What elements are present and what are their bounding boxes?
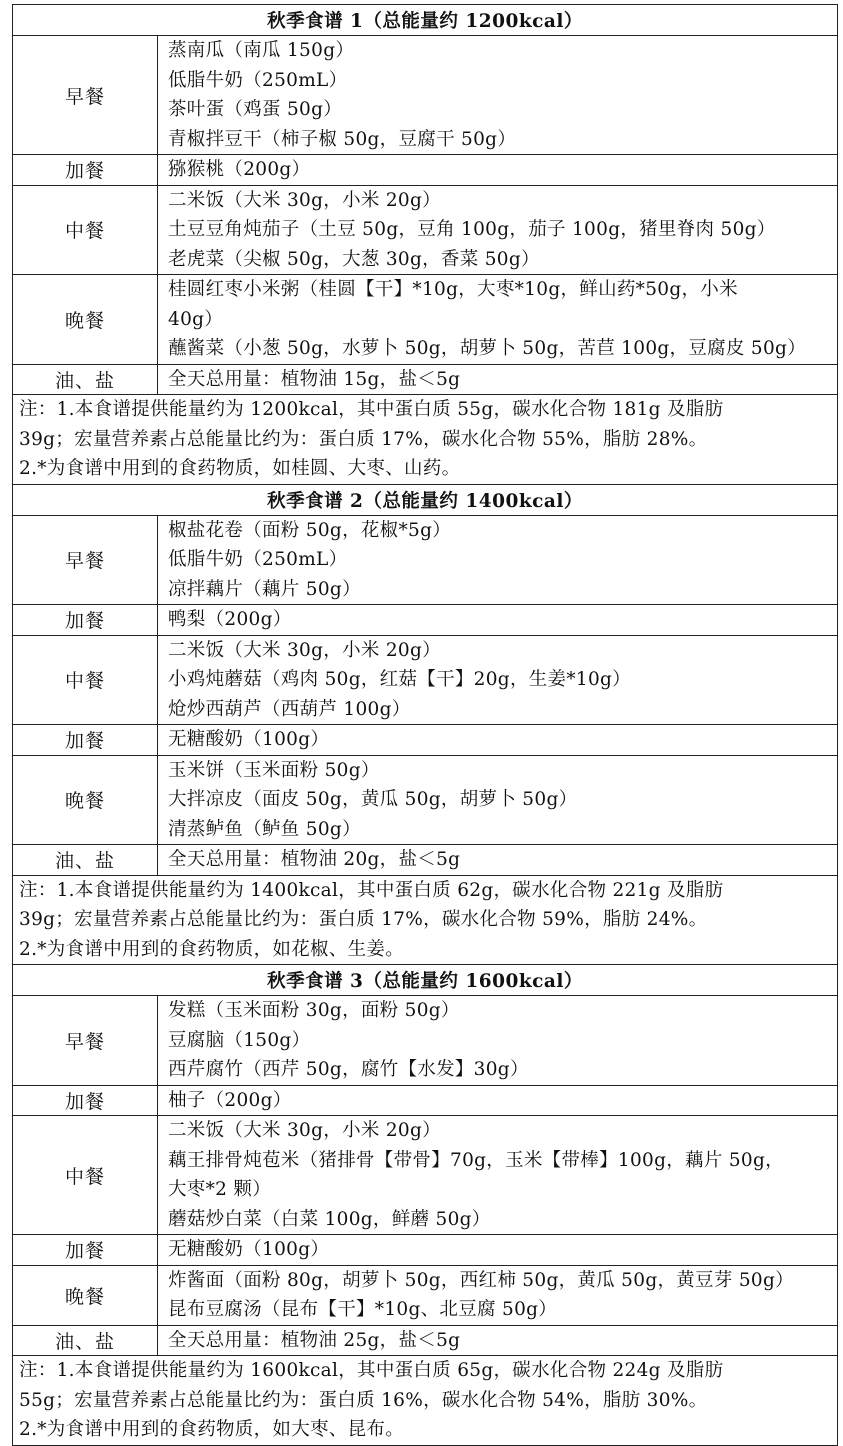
meal-items <box>158 155 838 186</box>
meal-row <box>13 635 838 725</box>
meal-label-dinner: 晚餐 <box>13 1265 158 1325</box>
meal-row <box>13 996 838 1086</box>
recipe-notes <box>13 395 838 485</box>
food-item: 茶叶蛋（鸡蛋 50g） <box>168 99 343 120</box>
food-item: 炸酱面（面粉 80g，胡萝卜 50g，西红柿 50g，黄瓜 50g，黄豆芽 50g） <box>168 1269 794 1291</box>
meal-label-oil-salt: 油、盐 <box>13 364 158 395</box>
food-item: 大拌凉皮（面皮 50g，黄瓜 50g，胡萝卜 50g） <box>168 789 578 810</box>
meal-row <box>13 1265 838 1325</box>
meal-items <box>158 185 838 275</box>
meal-label-lunch: 中餐 <box>13 1116 158 1235</box>
meal-items <box>158 1265 838 1325</box>
meal-label-lunch: 中餐 <box>13 635 158 725</box>
meal-items <box>158 1235 838 1266</box>
food-item: 玉米饼（玉米面粉 50g） <box>168 759 380 781</box>
meal-items <box>158 725 838 756</box>
meal-items <box>158 845 838 876</box>
meal-label-snack: 加餐 <box>13 1235 158 1266</box>
food-item: 青椒拌豆干（柿子椒 50g，豆腐干 50g） <box>168 128 517 150</box>
meal-label-snack: 加餐 <box>13 155 158 186</box>
food-item: 土豆豆角炖茄子（土豆 50g，豆角 100g，茄子 100g，猪里脊肉 50g） <box>168 219 776 240</box>
meal-label-dinner: 晚餐 <box>13 755 158 845</box>
meal-items <box>158 755 838 845</box>
meal-row <box>13 1235 838 1266</box>
meal-items <box>158 605 838 636</box>
recipe-notes <box>13 875 838 965</box>
meal-label-snack: 加餐 <box>13 1085 158 1116</box>
food-item: 蘸酱菜（小葱 50g，水萝卜 50g，胡萝卜 50g，苦苣 100g，豆腐皮 50g） <box>168 338 806 359</box>
food-item: 二米饭（大米 30g，小米 20g） <box>168 189 441 211</box>
meal-row <box>13 755 838 845</box>
food-item: 蒸南瓜（南瓜 150g） <box>168 40 355 61</box>
meal-row <box>13 185 838 275</box>
food-item: 椒盐花卷（面粉 50g，花椒*5g） <box>168 519 452 541</box>
meal-label-snack: 加餐 <box>13 725 158 756</box>
note-line: 2.*为食谱中用到的食药物质，如大枣、昆布。 <box>19 1419 405 1440</box>
food-item: 低脂牛奶（250mL） <box>168 69 348 91</box>
food-item: 全天总用量：植物油 25g，盐＜5g <box>168 1329 461 1351</box>
food-item: 昆布豆腐汤（昆布【干】*10g、北豆腐 50g） <box>168 1299 558 1320</box>
meal-label-oil-salt: 油、盐 <box>13 1325 158 1356</box>
food-item: 蘑菇炒白菜（白菜 100g，鲜蘑 50g） <box>168 1208 491 1230</box>
meal-label-lunch: 中餐 <box>13 185 158 275</box>
meal-label-snack: 加餐 <box>13 605 158 636</box>
recipe-title: 秋季食谱 2（总能量约 1400kcal） <box>13 484 838 515</box>
food-item: 鸭梨（200g） <box>168 609 292 630</box>
meal-row <box>13 275 838 365</box>
meal-row <box>13 155 838 186</box>
meal-label-breakfast: 早餐 <box>13 515 158 605</box>
recipe-title: 秋季食谱 1（总能量约 1200kcal） <box>13 5 838 36</box>
meal-row <box>13 515 838 605</box>
meal-label-dinner: 晚餐 <box>13 275 158 365</box>
meal-row <box>13 605 838 636</box>
food-item: 清蒸鲈鱼（鲈鱼 50g） <box>168 818 361 840</box>
meal-items <box>158 1116 838 1235</box>
meal-row <box>13 1116 838 1235</box>
food-item: 藕王排骨炖苞米（猪排骨【带骨】70g，玉米【带棒】100g，藕片 50g， <box>168 1149 784 1171</box>
meal-items <box>158 1085 838 1116</box>
meal-label-breakfast: 早餐 <box>13 36 158 155</box>
note-line: 55g；宏量营养素占总能量比约为：蛋白质 16%，碳水化合物 54%，脂肪 30%。 <box>19 1389 708 1411</box>
meal-row <box>13 36 838 155</box>
autumn-recipes-document <box>12 4 837 1446</box>
meal-row <box>13 364 838 395</box>
meal-label-breakfast: 早餐 <box>13 996 158 1086</box>
note-line: 2.*为食谱中用到的食药物质，如桂圆、大枣、山药。 <box>19 458 461 479</box>
food-item: 全天总用量：植物油 15g，盐＜5g <box>168 368 461 390</box>
meal-items <box>158 515 838 605</box>
meal-items <box>158 996 838 1086</box>
food-item: 小鸡炖蘑菇（鸡肉 50g，红菇【干】20g，生姜*10g） <box>168 669 631 690</box>
food-item: 二米饭（大米 30g，小米 20g） <box>168 639 441 661</box>
recipe-table <box>12 4 838 1446</box>
note-line: 2.*为食谱中用到的食药物质，如花椒、生姜。 <box>19 938 405 960</box>
note-line: 39g；宏量营养素占总能量比约为：蛋白质 17%，碳水化合物 55%，脂肪 28%。 <box>19 428 708 450</box>
note-line: 注：1.本食谱提供能量约为 1200kcal，其中蛋白质 55g，碳水化合物 181g 及脂肪 <box>19 399 724 420</box>
meal-row <box>13 1085 838 1116</box>
meal-items <box>158 36 838 155</box>
food-item: 全天总用量：植物油 20g，盐＜5g <box>168 849 461 870</box>
note-line: 注：1.本食谱提供能量约为 1400kcal，其中蛋白质 62g，碳水化合物 221g 及脂肪 <box>19 879 724 901</box>
food-item: 二米饭（大米 30g，小米 20g） <box>168 1120 441 1141</box>
note-line: 39g；宏量营养素占总能量比约为：蛋白质 17%，碳水化合物 59%，脂肪 24%。 <box>19 909 708 930</box>
meal-row <box>13 1325 838 1356</box>
food-item: 大枣*2 颗） <box>168 1179 272 1200</box>
meal-row <box>13 725 838 756</box>
meal-label-oil-salt: 油、盐 <box>13 845 158 876</box>
food-item: 西芹腐竹（西芹 50g，腐竹【水发】30g） <box>168 1059 529 1080</box>
note-line: 注：1.本食谱提供能量约为 1600kcal，其中蛋白质 65g，碳水化合物 224g 及脂肪 <box>19 1360 724 1381</box>
food-item: 猕猴桃（200g） <box>168 159 311 180</box>
food-item: 无糖酸奶（100g） <box>168 729 330 750</box>
meal-row <box>13 845 838 876</box>
food-item: 40g） <box>168 308 224 330</box>
food-item: 老虎菜（尖椒 50g，大葱 30g，香菜 50g） <box>168 248 540 270</box>
food-item: 低脂牛奶（250mL） <box>168 549 348 570</box>
meal-items <box>158 364 838 395</box>
meal-items <box>158 1325 838 1356</box>
food-item: 无糖酸奶（100g） <box>168 1239 330 1260</box>
meal-items <box>158 275 838 365</box>
food-item: 炝炒西葫芦（西葫芦 100g） <box>168 698 411 720</box>
recipe-title: 秋季食谱 3（总能量约 1600kcal） <box>13 965 838 996</box>
food-item: 桂圆红枣小米粥（桂圆【干】*10g，大枣*10g，鲜山药*50g，小米 <box>168 279 738 300</box>
food-item: 豆腐脑（150g） <box>168 1029 311 1051</box>
food-item: 发糕（玉米面粉 30g，面粉 50g） <box>168 1000 460 1021</box>
meal-items <box>158 635 838 725</box>
food-item: 凉拌藕片（藕片 50g） <box>168 578 361 600</box>
food-item: 柚子（200g） <box>168 1089 292 1111</box>
recipe-notes <box>13 1356 838 1446</box>
